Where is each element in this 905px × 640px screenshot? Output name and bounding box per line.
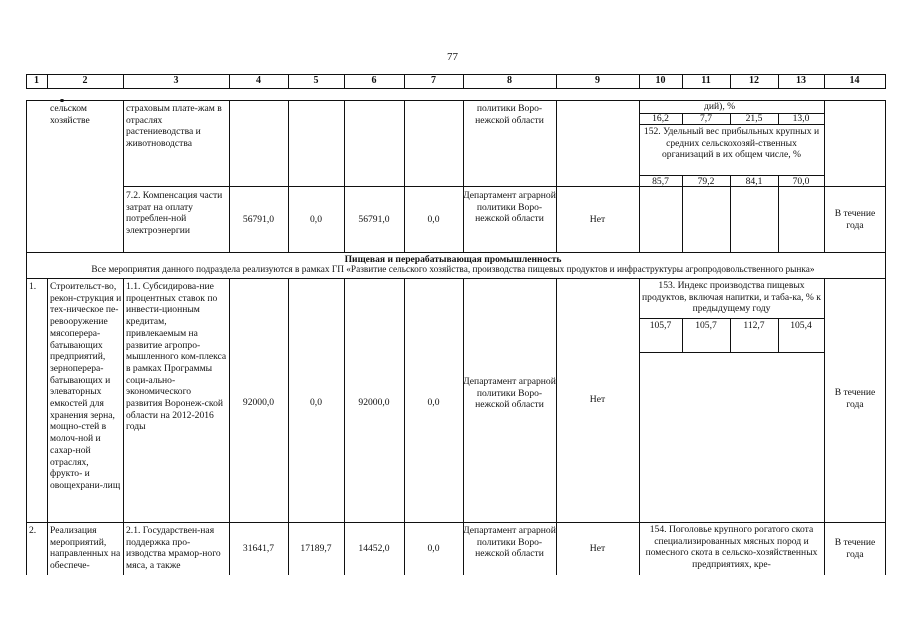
page-number: 77 (447, 51, 458, 63)
row-a-val-1: 16,2 (652, 113, 669, 124)
row-b-term: В течение года (834, 208, 876, 231)
row-1-regional: 92000,0 (358, 397, 390, 408)
indicator-153: 153. Индекс производства пищевых продуктов, включая напитки, и таба-ка, % к предыдущему году (642, 280, 821, 315)
row-a-indicator-fragment: дий), % (704, 101, 736, 112)
col-header-13: 13 (796, 75, 806, 86)
row-1-federal: 0,0 (310, 397, 322, 408)
row-1-local: 0,0 (427, 397, 440, 408)
col-header-10: 10 (655, 75, 666, 86)
indicator-152: 152. Удельный вес прибыльных крупных и средних сельскохозяй-ственных организаций в их общем числе, % (643, 126, 820, 161)
section-title: Пищевая и перерабатывающая промышленность (344, 254, 562, 265)
indicator-153-val-1: 105,7 (649, 320, 672, 331)
col-header-5: 5 (313, 75, 319, 86)
row-2-local: 0,0 (427, 543, 440, 554)
col-header-1: 1 (34, 75, 39, 86)
row-1-direction: Строительст-во, рекон-струкция и тех-ническое пе-ревооружение мясоперера-батывающих предприятий, зерноперера-батывающих и элеваторных емкостей для хранения зерна, мощно-стей в молоч-ной и сахар-ной отраслях, фрукто- и овощехрани-лищ (50, 281, 122, 491)
indicator-153-val-4: 105,4 (790, 320, 812, 331)
row-2-term: В течение года (834, 537, 876, 560)
row-2-executor: Департамент аграрной политики Воро-нежской области (463, 525, 556, 560)
row-b-total: 56791,0 (242, 214, 275, 225)
scan-mark (60, 99, 64, 102)
col-header-9: 9 (595, 75, 600, 86)
indicator-153-val-2: 105,7 (695, 320, 717, 331)
section-note: Все мероприятия данного подраздела реализуются в рамках ГП «Развитие сельского хозяйства, производства пищевых продуктов и инфраструктуры агропродовольственного рынка» (91, 265, 815, 275)
row-b-executor: Департамент аграрной политики Воро-нежской области (463, 190, 556, 225)
row-2-number: 2. (29, 525, 37, 536)
col-header-8: 8 (507, 75, 512, 86)
row-a-measure: страховым плате-жам в отраслях растениеводства и животноводства (126, 103, 222, 150)
row-1-c9: Нет (589, 394, 606, 405)
row-b-c9: Нет (589, 214, 606, 225)
indicator-152-val-2: 79,2 (697, 176, 715, 187)
row-1-total: 92000,0 (242, 397, 275, 408)
indicator-153-val-3: 112,7 (743, 320, 765, 331)
col-header-4: 4 (256, 75, 261, 86)
col-header-6: 6 (371, 75, 377, 86)
row-1-term: В течение года (834, 387, 876, 410)
row-2-federal: 17189,7 (300, 543, 332, 554)
col-header-7: 7 (431, 75, 436, 86)
row-b-federal: 0,0 (310, 214, 322, 225)
indicator-152-val-1: 85,7 (652, 176, 669, 187)
row-a-val-3: 21,5 (745, 113, 763, 124)
col-header-2: 2 (82, 75, 88, 86)
row-1-executor: Департамент аграрной политики Воро-нежской области (463, 376, 556, 411)
row-b-local: 0,0 (427, 214, 440, 225)
indicator-152-val-4: 70,0 (792, 176, 810, 187)
row-a-executor: политики Воро-нежской области (475, 103, 544, 126)
row-b-regional: 56791,0 (358, 214, 390, 225)
row-1-measure: 1.1. Субсидирова-ние процентных ставок по инвести-ционным кредитам, привлекаемым на развитие агропро-мышленного ком-плекса в рамках Программы соци-ально-экономического развития Воронеж-ской области на 2012-2016 годы (126, 281, 227, 433)
row-1-number: 1. (29, 281, 37, 292)
row-a-val-2: 7,7 (700, 113, 712, 124)
row-b-measure: 7.2. Компенсация части затрат на оплату потреблен-ной электроэнергии (126, 190, 223, 237)
row-2-direction: Реализация мероприятий, направленных на обеспече- (50, 525, 121, 572)
indicator-152-val-3: 84,1 (745, 176, 763, 187)
row-2-c9: Нет (589, 543, 606, 554)
indicator-154: 154. Поголовье крупного рогатого скота специализированных мясных пород и помесного скота в сельско-хозяйственных предприятиях, кре- (645, 524, 818, 571)
row-2-regional: 14452,0 (358, 543, 390, 554)
row-2-measure: 2.1. Государствен-ная поддержка про-изводства мрамор-ного мяса, а также (126, 525, 221, 572)
row-2-total: 31641,7 (242, 543, 275, 554)
col-header-11: 11 (701, 75, 711, 86)
col-header-14: 14 (849, 75, 860, 86)
col-header-3: 3 (173, 75, 179, 86)
row-a-direction: сельском хозяйстве (50, 103, 90, 126)
col-header-12: 12 (749, 75, 759, 86)
row-a-val-4: 13,0 (792, 113, 810, 124)
